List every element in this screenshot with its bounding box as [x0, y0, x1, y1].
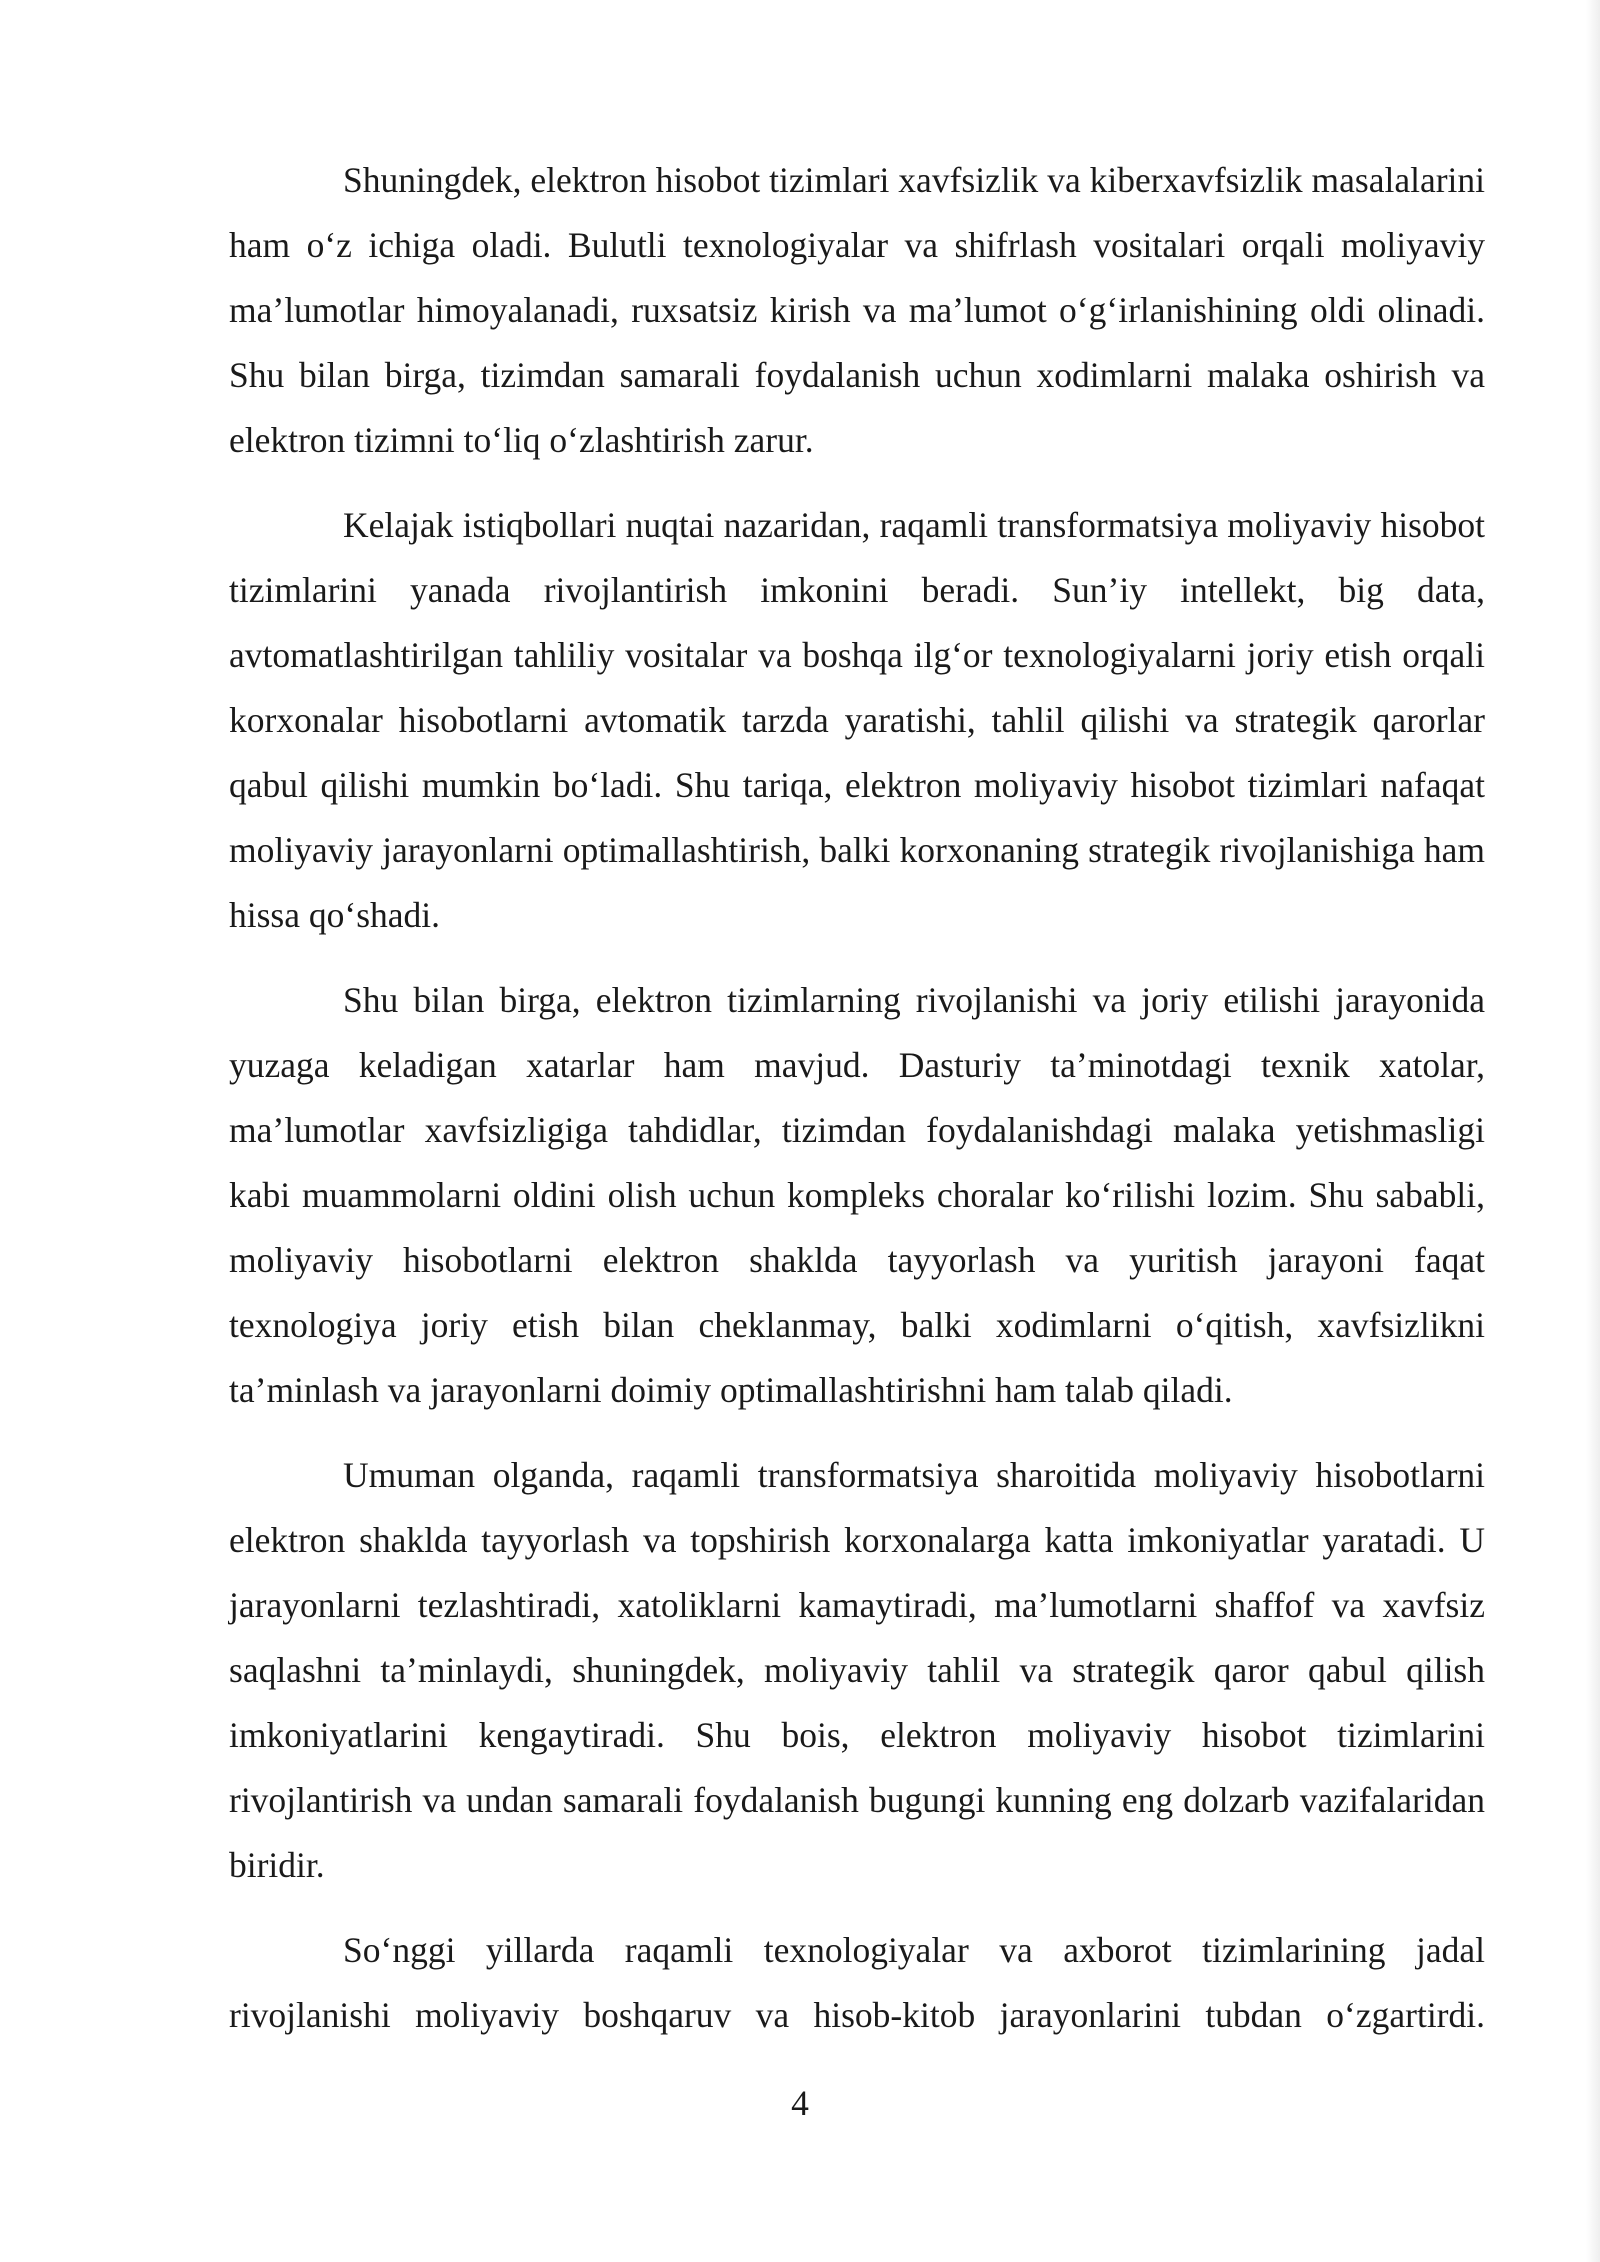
paragraph-4: Umuman olganda, raqamli transformatsiya sharoitida moliyaviy hisobotlarni elektron shaklda tayyorlash va topshirish korxonalarga katta imkoniyatlar yaratadi. U jarayonlarni tezlashtiradi, xatoliklarni kamaytiradi, ma’lumotlarni shaffof va xavfsiz saqlashni ta’minlaydi, shuningdek, moliyaviy tahlil va strategik qaror qabul qilish imkoniyatlarini kengaytiradi. Shu bois, elektron moliyaviy hisobot tizimlarini rivojlantirish va undan samarali foydalanish bugungi kunning eng dolzarb vazifalaridan biridir. — [229, 1455, 1485, 1885]
page-number: 4 — [791, 2083, 809, 2123]
body-text — [229, 148, 1485, 2068]
paragraph-1: Shuningdek, elektron hisobot tizimlari xavfsizlik va kiberxavfsizlik masalalarini ham o‘z ichiga oladi. Bulutli texnologiyalar va shifrlash vositalari orqali moliyaviy ma’lumotlar himoyalanadi, ruxsatsiz kirish va ma’lumot o‘g‘irlanishining oldi olinadi. Shu bilan birga, tizimdan samarali foydalanish uchun xodimlarni malaka oshirish va elektron tizimni to‘liq o‘zlashtirish zarur. — [229, 160, 1485, 460]
page-edge-shadow — [1586, 0, 1600, 2262]
paragraph-5: So‘nggi yillarda raqamli texnologiyalar va axborot tizimlarining jadal rivojlanishi moliyaviy boshqaruv va hisob-kitob jarayonlarini tubdan o‘zgartirdi. — [229, 1930, 1485, 2035]
paragraph-3: Shu bilan birga, elektron tizimlarning rivojlanishi va joriy etilishi jarayonida yuzaga keladigan xatarlar ham mavjud. Dasturiy ta’minotdagi texnik xatolar, ma’lumotlar xavfsizligiga tahdidlar, tizimdan foydalanishdagi malaka yetishmasligi kabi muammolarni oldini olish uchun kompleks choralar ko‘rilishi lozim. Shu sababli, moliyaviy hisobotlarni elektron shaklda tayyorlash va yuritish jarayoni faqat texnologiya joriy etish bilan cheklanmay, balki xodimlarni o‘qitish, xavfsizlikni ta’minlash va jarayonlarni doimiy optimallashtirishni ham talab qiladi. — [229, 980, 1485, 1410]
paragraph-2: Kelajak istiqbollari nuqtai nazaridan, raqamli transformatsiya moliyaviy hisobot tizimlarini yanada rivojlantirish imkonini beradi. Sun’iy intellekt, big data, avtomatlashtirilgan tahliliy vositalar va boshqa ilg‘or texnologiyalarni joriy etish orqali korxonalar hisobotlarni avtomatik tarzda yaratishi, tahlil qilishi va strategik qarorlar qabul qilishi mumkin bo‘ladi. Shu tariqa, elektron moliyaviy hisobot tizimlari nafaqat moliyaviy jarayonlarni optimallashtirish, balki korxonaning strategik rivojlanishiga ham hissa qo‘shadi. — [229, 505, 1485, 935]
